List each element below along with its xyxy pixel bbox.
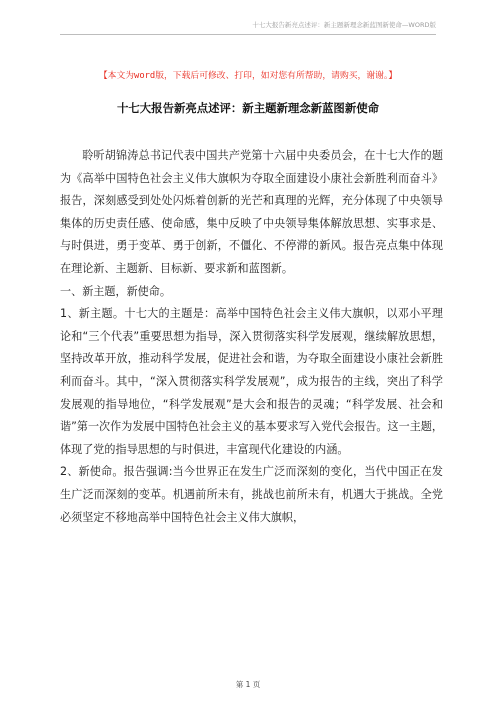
intro-paragraph: 聆听胡锦涛总书记代表中国共产党第十六届中央委员会，在十七大作的题为《高举中国特色社会主义伟大旗帜为夺取全面建设小康社会新胜利而奋斗》报告，深刻感受到处处闪烁着创新的光芒和真理的光辉，充分体现了中央领导集体的历史责任感、使命感，集中反映了中央领导集体解放思想、实事求是、与时俱进，勇于变革、勇于创新，不僵化、不停滞的新风。报告亮点集中体现在理论新、主题新、目标新、要求新和蓝图新。 (60, 149, 443, 275)
document-body (60, 145, 443, 529)
section-heading: 一、新主题，新使命。 (60, 284, 171, 298)
paragraph-new-theme: 1、新主题。十七大的主题是：高举中国特色社会主义伟大旗帜，以邓小平理论和“三个代表”重要思想为指导，深入贯彻落实科学发展观，继续解放思想，坚持改革开放，推动科学发展，促进社会和谐，为夺取全面建设小康社会新胜利而奋斗。其中，“深入贯彻落实科学发展观”，成为报告的主线，突出了科学发展观的指导地位，“科学发展观”是大会和报告的灵魂；“科学发展、社会和谐”第一次作为发展中国特色社会主义的基本要求写入党代会报告。这一主题，体现了党的指导思想的与时俱进，丰富现代化建设的内涵。 (60, 307, 443, 456)
document-title: 十七大报告新亮点述评：新主题新理念新蓝图新使命 (117, 101, 379, 115)
download-notice: 【本文为word版，下载后可修改、打印，如对您有所帮助，请购买，谢谢。】 (98, 71, 398, 81)
paragraph-new-mission: 2、新使命。报告强调:当今世界正在发生广泛而深刻的变化，当代中国正在发生广泛而深刻的变革。机遇前所未有，挑战也前所未有，机遇大于挑战。全党必须坚定不移地高举中国特色社会主义伟大旗帜， (60, 465, 443, 524)
page-header (60, 0, 436, 35)
header-text: 十七大报告新亮点述评：新主题新理念新蓝图新使命—WORD版 (252, 21, 436, 29)
page-number: 第 1 页 (235, 680, 261, 689)
